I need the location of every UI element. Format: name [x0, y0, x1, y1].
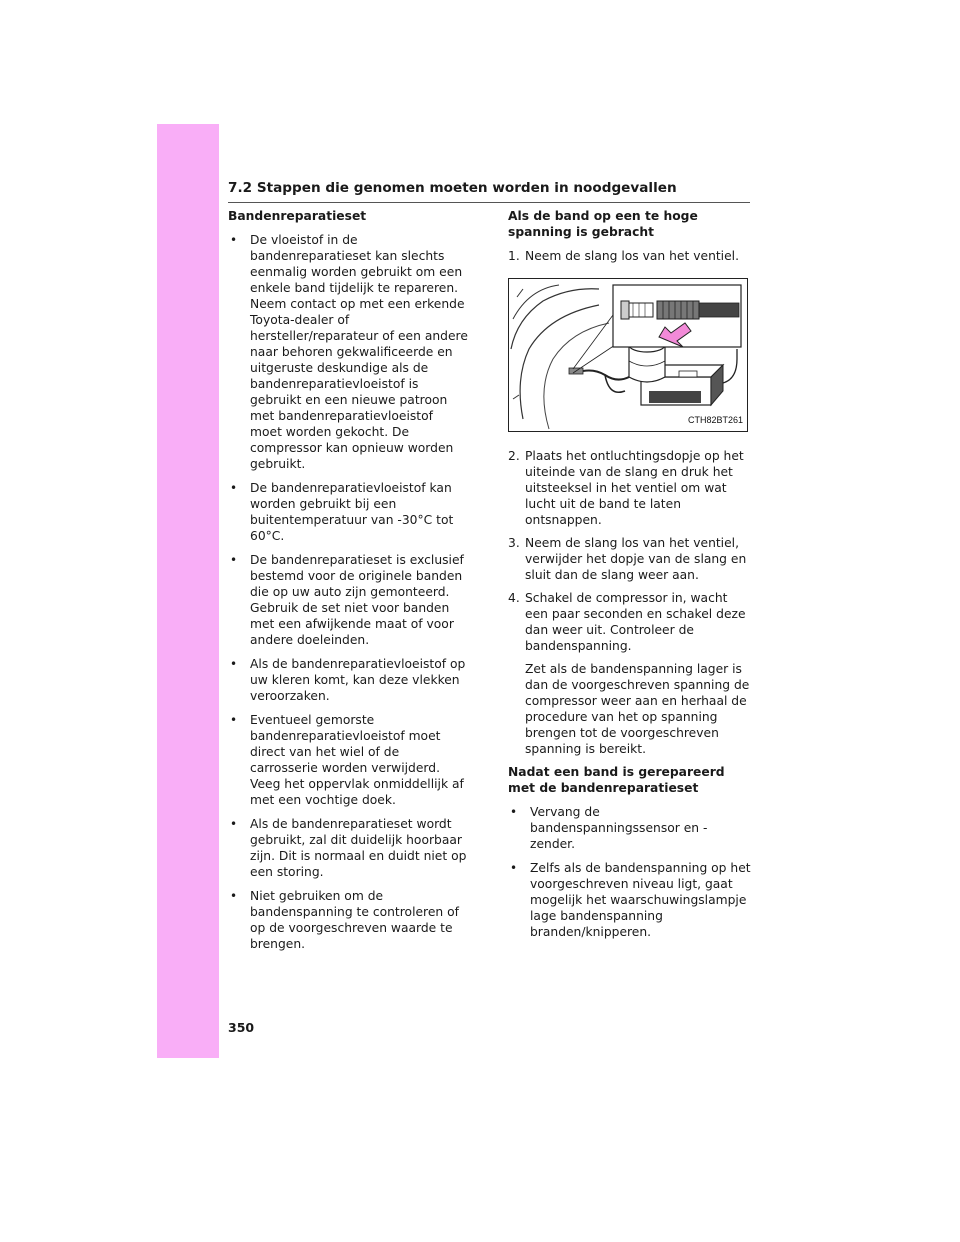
step-text: Neem de slang los van het ventiel, verwijder het dopje van de slang en sluit dan de slang weer aan.: [525, 536, 747, 582]
list-item: [508, 448, 752, 528]
overinflated-heading: Als de band op een te hoge spanning is gebracht: [508, 209, 698, 239]
list-item: [508, 248, 752, 264]
page-number: 350: [228, 1020, 255, 1035]
after-repair-heading: Nadat een band is gerepareerd met de bandenreparatieset: [508, 765, 725, 795]
list-item: • Niet gebruiken om de bandenspanning te controleren of op de voorgeschreven waarde te brengen.: [228, 888, 468, 952]
right-column: [508, 208, 752, 948]
tire-compressor-drawing: [509, 279, 747, 431]
list-item: [508, 535, 752, 583]
step-number: 4.: [508, 591, 520, 605]
section-title: 7.2 Stappen die genomen moeten worden in noodgevallen: [228, 178, 750, 203]
step-note: Zet als de bandenspanning lager is dan de voorgeschreven spanning de compressor weer aan en herhaal de procedure van het op spanning brengen tot de voorgeschreven spanning is bereikt.: [525, 662, 750, 756]
step-text: Plaats het ontluchtingsdopje op het uiteinde van de slang en druk het uitsteeksel in het ventiel om wat lucht uit de band te laten ontsnappen.: [525, 449, 744, 527]
after-repair-bullets: [508, 804, 752, 940]
list-item: • De vloeistof in de bandenreparatieset kan slechts eenmalig worden gebruikt om een enkele band tijdelijk te repareren. Neem contact op met een erkende Toyota-dealer of hersteller/reparateur of een andere naar behoren gekwalificeerde en uitgeruste deskundige als de bandenreparatievloeistof is gebruikt en een nieuwe patroon met bandenreparatievloeistof moet worden gekocht. De compressor kan opnieuw worden gebruikt.: [228, 232, 468, 472]
chapter-tab-sidebar: [157, 124, 219, 1058]
list-item: • Als de bandenreparatieset wordt gebruikt, zal dit duidelijk hoorbaar zijn. Dit is normaal en duidt niet op een storing.: [228, 816, 468, 880]
repair-kit-heading: Bandenreparatieset: [228, 209, 367, 223]
list-item: • Als de bandenreparatievloeistof op uw kleren komt, kan deze vlekken veroorzaken.: [228, 656, 468, 704]
list-item: • Zelfs als de bandenspanning op het voorgeschreven niveau ligt, gaat mogelijk het waarschuwingslampje lage bandenspanning branden/knipperen.: [508, 860, 752, 940]
left-column: [228, 208, 468, 960]
overinflated-steps: [508, 448, 752, 757]
repair-kit-bullets: [228, 232, 468, 952]
overinflated-step-1: [508, 248, 752, 264]
step-text: Schakel de compressor in, wacht een paar seconden en schakel deze dan weer uit. Controleer de bandenspanning.: [525, 591, 746, 653]
step-number: 1.: [508, 249, 520, 263]
list-item: • De bandenreparatievloeistof kan worden gebruikt bij een buitentemperatuur van -30°C tot 60°C.: [228, 480, 468, 544]
list-item: • Vervang de bandenspanningssensor en -zender.: [508, 804, 752, 852]
list-item: • Eventueel gemorste bandenreparatievloeistof moet direct van het wiel of de carrosserie worden verwijderd. Veeg het oppervlak onmiddellijk af met een vochtige doek.: [228, 712, 468, 808]
step-text: Neem de slang los van het ventiel.: [525, 249, 739, 263]
hose-valve-illustration: [508, 278, 748, 432]
figure-code: CTH82BT261: [687, 415, 743, 425]
step-number: 3.: [508, 536, 520, 550]
list-item: [508, 590, 752, 757]
step-number: 2.: [508, 449, 520, 463]
list-item: • De bandenreparatieset is exclusief bestemd voor de originele banden die op uw auto zijn gemonteerd. Gebruik de set niet voor banden met een afwijkende maat of voor andere doeleinden.: [228, 552, 468, 648]
